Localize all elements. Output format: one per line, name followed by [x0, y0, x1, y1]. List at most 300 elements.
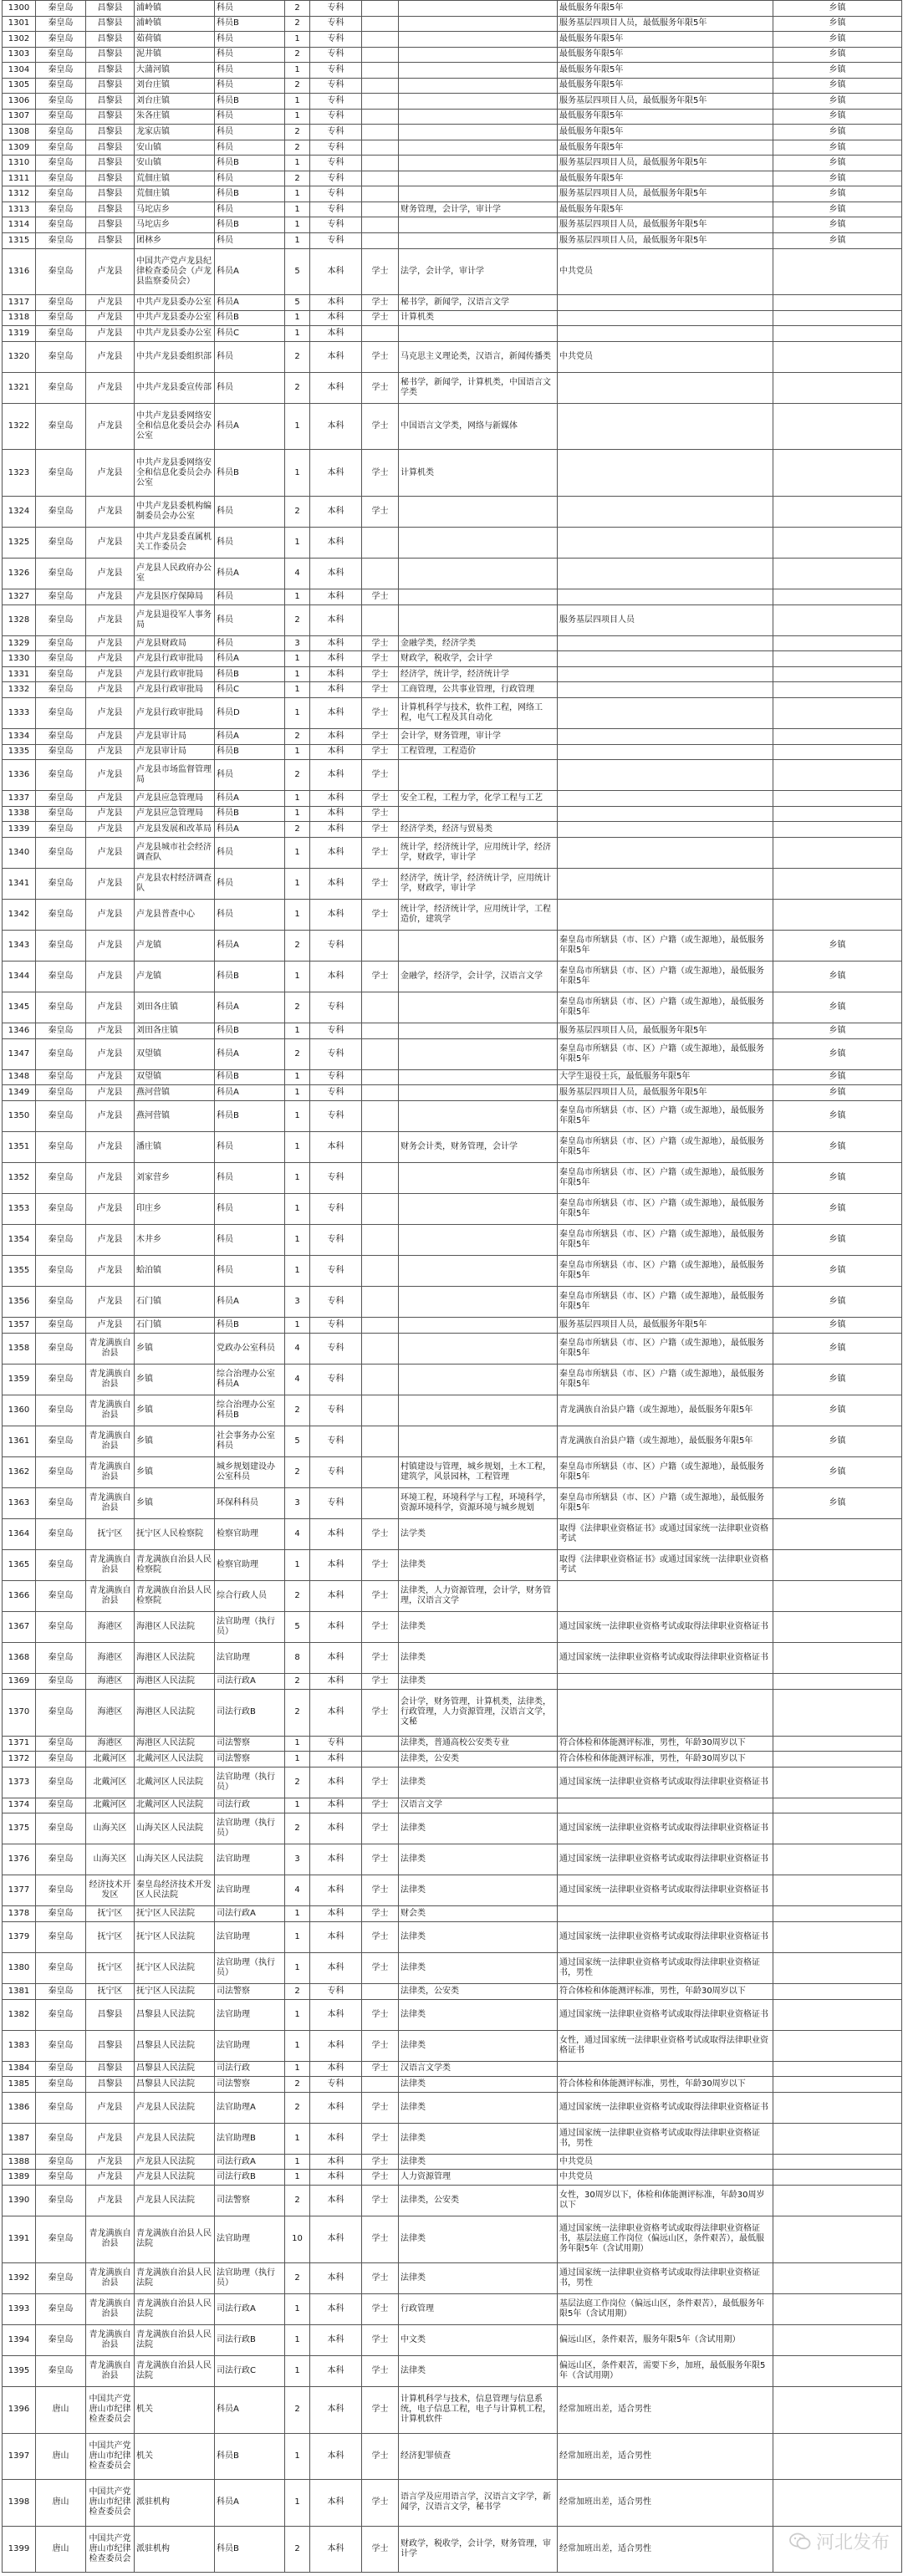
cell-row-number: 1389 — [3, 2170, 36, 2186]
cell-county: 青龙满族自治县 — [86, 2216, 135, 2263]
cell-row-number: 1339 — [3, 822, 36, 838]
cell-headcount: 2 — [285, 1456, 310, 1487]
cell-row-number: 1309 — [3, 140, 36, 156]
cell-headcount: 1 — [285, 1318, 310, 1334]
table-row — [3, 729, 902, 745]
cell-requirements: 中共党员 — [558, 248, 773, 295]
cell-city: 秦皇岛 — [36, 1131, 86, 1162]
cell-major: 人力资源管理 — [399, 2170, 558, 2186]
cell-department: 石门镇 — [135, 1318, 215, 1334]
cell-position: 科员 — [215, 604, 285, 635]
cell-notes — [773, 1752, 902, 1767]
cell-degree — [362, 1193, 399, 1224]
cell-row-number: 1396 — [3, 2386, 36, 2433]
cell-education: 专科 — [310, 1287, 362, 1318]
cell-row-number: 1372 — [3, 1752, 36, 1767]
cell-city: 唐山 — [36, 2526, 86, 2573]
cell-county: 昌黎县 — [86, 140, 135, 156]
cell-county: 卢龙县 — [86, 341, 135, 372]
cell-notes: 乡镇 — [773, 32, 902, 48]
cell-row-number: 1394 — [3, 2324, 36, 2355]
cell-row-number: 1305 — [3, 78, 36, 94]
cell-city: 秦皇岛 — [36, 1193, 86, 1224]
cell-city: 秦皇岛 — [36, 992, 86, 1023]
cell-notes — [773, 2355, 902, 2386]
cell-position: 法官助理 — [215, 1999, 285, 2030]
cell-row-number: 1333 — [3, 697, 36, 728]
cell-notes — [773, 760, 902, 791]
table-row — [3, 2355, 902, 2386]
cell-degree: 学士 — [362, 697, 399, 728]
cell-position: 科员 — [215, 589, 285, 605]
cell-headcount: 4 — [285, 559, 310, 589]
cell-department: 燕河营镇 — [135, 1085, 215, 1101]
cell-headcount: 1 — [285, 589, 310, 605]
cell-education: 本科 — [310, 899, 362, 930]
cell-degree: 学士 — [362, 1767, 399, 1798]
cell-row-number: 1398 — [3, 2480, 36, 2527]
cell-county: 抚宁区 — [86, 1906, 135, 1922]
cell-notes — [773, 2480, 902, 2527]
cell-position: 科员B — [215, 2526, 285, 2573]
cell-department: 北戴河区人民法院 — [135, 1752, 215, 1767]
cell-education: 专科 — [310, 171, 362, 186]
cell-department: 荒佃庄镇 — [135, 171, 215, 186]
cell-position: 司法行政 — [215, 2061, 285, 2077]
cell-education: 专科 — [310, 1364, 362, 1395]
cell-headcount: 1 — [285, 232, 310, 248]
cell-education: 本科 — [310, 528, 362, 559]
cell-education: 本科 — [310, 2262, 362, 2293]
cell-requirements: 通过国家统一法律职业资格考试或取得法律职业资格证书，男性 — [558, 1953, 773, 1984]
cell-department: 卢龙县应急管理局 — [135, 806, 215, 822]
cell-city: 秦皇岛 — [36, 589, 86, 605]
cell-education: 专科 — [310, 930, 362, 961]
cell-department: 安山镇 — [135, 156, 215, 171]
cell-position: 科员A — [215, 1038, 285, 1069]
cell-notes — [773, 2092, 902, 2123]
cell-city: 秦皇岛 — [36, 341, 86, 372]
cell-position: 科员B — [215, 1023, 285, 1039]
cell-education: 本科 — [310, 604, 362, 635]
cell-requirements — [558, 1581, 773, 1612]
cell-requirements: 秦皇岛市所辖县（市、区）户籍（或生源地），最低服务年限5年 — [558, 1364, 773, 1395]
cell-county: 卢龙县 — [86, 589, 135, 605]
cell-city: 秦皇岛 — [36, 1844, 86, 1875]
cell-city: 秦皇岛 — [36, 961, 86, 992]
cell-county: 卢龙县 — [86, 930, 135, 961]
cell-county: 卢龙县 — [86, 666, 135, 682]
cell-degree — [362, 1225, 399, 1256]
cell-position: 科员 — [215, 868, 285, 899]
cell-department: 刘家营乡 — [135, 1162, 215, 1193]
cell-position: 科员 — [215, 125, 285, 140]
cell-headcount: 1 — [285, 791, 310, 807]
table-row — [3, 156, 902, 171]
cell-major: 安全工程，工程力学，化学工程与工艺 — [399, 791, 558, 807]
cell-row-number: 1346 — [3, 1023, 36, 1039]
cell-requirements — [558, 589, 773, 605]
cell-notes: 乡镇 — [773, 201, 902, 217]
cell-city: 秦皇岛 — [36, 1813, 86, 1844]
cell-headcount: 1 — [285, 32, 310, 48]
cell-city: 秦皇岛 — [36, 1581, 86, 1612]
cell-major — [399, 1225, 558, 1256]
table-row — [3, 2262, 902, 2293]
cell-notes — [773, 2030, 902, 2061]
cell-department: 卢龙县人民法院 — [135, 2123, 215, 2154]
cell-notes: 乡镇 — [773, 156, 902, 171]
cell-notes: 乡镇 — [773, 992, 902, 1023]
cell-county: 卢龙县 — [86, 403, 135, 450]
cell-department: 海港区人民法院 — [135, 1689, 215, 1736]
cell-headcount: 1 — [285, 1069, 310, 1085]
cell-education: 本科 — [310, 2185, 362, 2216]
cell-position: 科员B — [215, 961, 285, 992]
cell-major: 法律类 — [399, 1813, 558, 1844]
cell-city: 秦皇岛 — [36, 232, 86, 248]
cell-row-number: 1360 — [3, 1395, 36, 1426]
cell-major: 中国语言文学类，网络与新媒体 — [399, 403, 558, 450]
cell-requirements — [558, 1798, 773, 1813]
cell-headcount: 5 — [285, 295, 310, 311]
cell-county: 山海关区 — [86, 1813, 135, 1844]
cell-major — [399, 497, 558, 528]
cell-major — [399, 589, 558, 605]
cell-headcount: 2 — [285, 1, 310, 17]
table-row — [3, 822, 902, 838]
cell-city: 秦皇岛 — [36, 248, 86, 295]
cell-department: 木井乡 — [135, 1225, 215, 1256]
cell-major: 法律类 — [399, 1643, 558, 1674]
table-row — [3, 341, 902, 372]
table-row — [3, 1921, 902, 1952]
cell-major: 法律类 — [399, 1612, 558, 1643]
cell-city: 秦皇岛 — [36, 1085, 86, 1101]
cell-county: 青龙满族自治县 — [86, 1488, 135, 1519]
cell-row-number: 1397 — [3, 2433, 36, 2480]
cell-department: 派驻机构 — [135, 2526, 215, 2573]
cell-education: 本科 — [310, 744, 362, 760]
table-row — [3, 2324, 902, 2355]
cell-headcount: 2 — [285, 1767, 310, 1798]
cell-requirements — [558, 497, 773, 528]
cell-headcount: 1 — [285, 201, 310, 217]
table-row — [3, 1612, 902, 1643]
cell-position: 科员B — [215, 186, 285, 202]
cell-city: 秦皇岛 — [36, 899, 86, 930]
cell-city: 秦皇岛 — [36, 372, 86, 403]
cell-notes — [773, 1906, 902, 1922]
cell-requirements: 服务基层四项目人员，最低服务年限5年 — [558, 94, 773, 110]
cell-position: 科员C — [215, 682, 285, 698]
cell-degree: 学士 — [362, 497, 399, 528]
cell-major: 环境工程，环境科学与工程，环境科学，资源环境科学，资源环境与城乡规划 — [399, 1488, 558, 1519]
cell-major: 财务管理，会计学，审计学 — [399, 201, 558, 217]
table-row — [3, 1085, 902, 1101]
cell-department: 中共卢龙县委宣传部 — [135, 372, 215, 403]
cell-degree: 学士 — [362, 372, 399, 403]
cell-requirements: 通过国家统一法律职业资格考试或取得法律职业资格证书 — [558, 1767, 773, 1798]
cell-department: 马坨店乡 — [135, 201, 215, 217]
cell-headcount: 1 — [285, 1162, 310, 1193]
cell-department: 乡镇 — [135, 1333, 215, 1364]
cell-requirements: 秦皇岛市所辖县（市、区）户籍（或生源地），最低服务年限5年 — [558, 1287, 773, 1318]
cell-education: 本科 — [310, 310, 362, 326]
cell-position: 科员D — [215, 697, 285, 728]
table-row — [3, 217, 902, 233]
cell-major: 法律类，公安类 — [399, 1752, 558, 1767]
cell-position: 综合行政人员 — [215, 1581, 285, 1612]
cell-education: 专科 — [310, 1069, 362, 1085]
cell-requirements: 青龙满族自治县户籍（或生源地），最低服务年限5年 — [558, 1395, 773, 1426]
cell-row-number: 1341 — [3, 868, 36, 899]
cell-city: 秦皇岛 — [36, 1906, 86, 1922]
cell-county: 昌黎县 — [86, 171, 135, 186]
cell-headcount: 1 — [285, 450, 310, 497]
cell-degree: 学士 — [362, 635, 399, 651]
cell-city: 秦皇岛 — [36, 156, 86, 171]
cell-requirements: 通过国家统一法律职业资格考试或取得法律职业资格证书，男性 — [558, 2262, 773, 2293]
cell-degree: 学士 — [362, 868, 399, 899]
cell-requirements: 偏远山区，条件艰苦，服务年限5年（含试用期） — [558, 2324, 773, 2355]
cell-county: 卢龙县 — [86, 1256, 135, 1287]
cell-degree: 学士 — [362, 2480, 399, 2527]
cell-requirements: 最低服务年限5年 — [558, 171, 773, 186]
cell-major: 财务会计类，财务管理，会计学 — [399, 1131, 558, 1162]
cell-requirements: 基层法庭工作岗位（偏远山区，条件艰苦），最低服务年限5年（含试用期） — [558, 2293, 773, 2324]
cell-row-number: 1340 — [3, 837, 36, 868]
cell-department: 青龙满族自治县人民法院 — [135, 2355, 215, 2386]
cell-education: 本科 — [310, 2293, 362, 2324]
cell-degree — [362, 930, 399, 961]
cell-education: 本科 — [310, 1813, 362, 1844]
cell-county: 卢龙县 — [86, 1085, 135, 1101]
cell-position: 科员 — [215, 1193, 285, 1224]
cell-notes — [773, 450, 902, 497]
cell-department: 卢龙县发展和改革局 — [135, 822, 215, 838]
cell-position: 环保科科员 — [215, 1488, 285, 1519]
cell-row-number: 1376 — [3, 1844, 36, 1875]
table-row — [3, 16, 902, 32]
cell-education: 本科 — [310, 666, 362, 682]
cell-requirements: 最低服务年限5年 — [558, 125, 773, 140]
cell-row-number: 1373 — [3, 1767, 36, 1798]
cell-city: 秦皇岛 — [36, 1, 86, 17]
cell-row-number: 1303 — [3, 47, 36, 63]
cell-requirements: 秦皇岛市所辖县（市、区）户籍（或生源地），最低服务年限5年 — [558, 1038, 773, 1069]
cell-education: 本科 — [310, 248, 362, 295]
cell-degree: 学士 — [362, 1550, 399, 1581]
cell-position: 法官助理（执行员） — [215, 1612, 285, 1643]
cell-headcount: 1 — [285, 156, 310, 171]
cell-education: 本科 — [310, 2324, 362, 2355]
cell-county: 青龙满族自治县 — [86, 1581, 135, 1612]
cell-major — [399, 156, 558, 171]
cell-notes — [773, 2154, 902, 2170]
cell-education: 本科 — [310, 1674, 362, 1690]
cell-headcount: 1 — [285, 651, 310, 667]
table-row — [3, 1519, 902, 1550]
cell-degree: 学士 — [362, 1519, 399, 1550]
cell-degree: 学士 — [362, 837, 399, 868]
cell-county: 卢龙县 — [86, 651, 135, 667]
cell-notes — [773, 559, 902, 589]
cell-city: 秦皇岛 — [36, 1287, 86, 1318]
cell-degree — [362, 171, 399, 186]
cell-notes — [773, 604, 902, 635]
cell-notes — [773, 1875, 902, 1906]
cell-major — [399, 186, 558, 202]
cell-requirements: 服务基层四项目人员，最低服务年限5年 — [558, 1023, 773, 1039]
cell-city: 秦皇岛 — [36, 1999, 86, 2030]
table-row — [3, 1798, 902, 1813]
cell-degree: 学士 — [362, 760, 399, 791]
cell-department: 浦岭镇 — [135, 16, 215, 32]
cell-row-number: 1371 — [3, 1736, 36, 1752]
cell-headcount: 2 — [285, 47, 310, 63]
cell-headcount: 1 — [285, 697, 310, 728]
cell-row-number: 1300 — [3, 1, 36, 17]
cell-requirements — [558, 899, 773, 930]
cell-position: 科员 — [215, 1256, 285, 1287]
cell-position: 科员B — [215, 666, 285, 682]
cell-county: 卢龙县 — [86, 868, 135, 899]
cell-notes — [773, 1550, 902, 1581]
cell-education: 本科 — [310, 1798, 362, 1813]
cell-notes — [773, 2061, 902, 2077]
cell-requirements: 服务基层四项目人员，最低服务年限5年 — [558, 1085, 773, 1101]
cell-county: 海港区 — [86, 1674, 135, 1690]
cell-major: 法律类 — [399, 1953, 558, 1984]
cell-position: 法官助理 — [215, 2216, 285, 2263]
cell-headcount: 1 — [285, 1193, 310, 1224]
cell-requirements: 青龙满族自治县户籍（或生源地），最低服务年限5年 — [558, 1426, 773, 1456]
table-row — [3, 2077, 902, 2093]
cell-row-number: 1363 — [3, 1488, 36, 1519]
cell-county: 卢龙县 — [86, 635, 135, 651]
cell-degree: 学士 — [362, 806, 399, 822]
cell-headcount: 1 — [285, 1752, 310, 1767]
table-row — [3, 559, 902, 589]
table-row — [3, 2480, 902, 2527]
table-row — [3, 326, 902, 342]
cell-department: 卢龙县人民法院 — [135, 2154, 215, 2170]
cell-requirements: 通过国家统一法律职业资格考试或取得法律职业资格证书 — [558, 1844, 773, 1875]
cell-department: 中共卢龙县委组织部 — [135, 341, 215, 372]
cell-department: 潘庄镇 — [135, 1131, 215, 1162]
table-row — [3, 1426, 902, 1456]
table-row — [3, 1674, 902, 1690]
cell-requirements — [558, 697, 773, 728]
cell-notes — [773, 295, 902, 311]
cell-row-number: 1395 — [3, 2355, 36, 2386]
cell-education: 专科 — [310, 156, 362, 171]
cell-notes — [773, 2123, 902, 2154]
cell-row-number: 1392 — [3, 2262, 36, 2293]
cell-position: 科员B — [215, 1100, 285, 1131]
cell-major — [399, 1333, 558, 1364]
cell-headcount: 1 — [285, 528, 310, 559]
cell-position: 科员B — [215, 744, 285, 760]
cell-major — [399, 760, 558, 791]
cell-education: 本科 — [310, 635, 362, 651]
cell-row-number: 1345 — [3, 992, 36, 1023]
cell-position: 司法行政A — [215, 1906, 285, 1922]
cell-notes — [773, 822, 902, 838]
cell-major: 中文类 — [399, 2324, 558, 2355]
watermark — [789, 2528, 890, 2554]
cell-headcount: 1 — [285, 2030, 310, 2061]
cell-row-number: 1319 — [3, 326, 36, 342]
cell-degree: 学士 — [362, 666, 399, 682]
cell-position: 科员 — [215, 1, 285, 17]
cell-education: 专科 — [310, 1984, 362, 2000]
cell-position: 科员B — [215, 94, 285, 110]
cell-degree: 学士 — [362, 1689, 399, 1736]
cell-row-number: 1380 — [3, 1953, 36, 1984]
cell-education: 本科 — [310, 1581, 362, 1612]
cell-county: 卢龙县 — [86, 528, 135, 559]
table-row — [3, 791, 902, 807]
cell-major — [399, 1085, 558, 1101]
cell-major: 语言学及应用语言学，汉语言文字学，新闻学，汉语言文学，秘书学 — [399, 2480, 558, 2527]
cell-degree — [362, 1318, 399, 1334]
cell-headcount: 2 — [285, 2262, 310, 2293]
cell-major — [399, 1287, 558, 1318]
cell-county: 卢龙县 — [86, 1038, 135, 1069]
cell-major: 法学类 — [399, 1519, 558, 1550]
cell-position: 科员 — [215, 201, 285, 217]
cell-major: 法律类 — [399, 2092, 558, 2123]
cell-row-number: 1355 — [3, 1256, 36, 1287]
cell-education: 专科 — [310, 1193, 362, 1224]
cell-city: 秦皇岛 — [36, 1798, 86, 1813]
cell-degree — [362, 1162, 399, 1193]
cell-requirements — [558, 528, 773, 559]
cell-major: 法律类 — [399, 1999, 558, 2030]
cell-headcount: 4 — [285, 1333, 310, 1364]
cell-notes: 乡镇 — [773, 930, 902, 961]
cell-city: 秦皇岛 — [36, 63, 86, 79]
cell-position: 科员 — [215, 1131, 285, 1162]
cell-county: 中国共产党唐山市纪律检查委员会 — [86, 2480, 135, 2527]
cell-row-number: 1399 — [3, 2526, 36, 2573]
cell-notes: 乡镇 — [773, 1023, 902, 1039]
cell-position: 科员 — [215, 497, 285, 528]
cell-requirements: 秦皇岛市所辖县（市、区）户籍（或生源地），最低服务年限5年 — [558, 961, 773, 992]
cell-position: 科员 — [215, 372, 285, 403]
cell-major — [399, 63, 558, 79]
cell-degree: 学士 — [362, 1612, 399, 1643]
cell-degree: 学士 — [362, 2061, 399, 2077]
cell-degree: 学士 — [362, 403, 399, 450]
cell-requirements: 秦皇岛市所辖县（市、区）户籍（或生源地），最低服务年限5年 — [558, 930, 773, 961]
cell-city: 秦皇岛 — [36, 1456, 86, 1487]
cell-requirements: 通过国家统一法律职业资格考试或取得法律职业资格证书，男性 — [558, 2123, 773, 2154]
cell-department: 卢龙县退役军人事务局 — [135, 604, 215, 635]
recruitment-table — [2, 0, 902, 2573]
cell-notes — [773, 1581, 902, 1612]
cell-education: 专科 — [310, 1256, 362, 1287]
cell-education: 本科 — [310, 341, 362, 372]
cell-headcount: 1 — [285, 1225, 310, 1256]
cell-county: 昌黎县 — [86, 232, 135, 248]
cell-requirements: 偏远山区，条件艰苦，需要下乡，加班，最低服务年限5年（含试用期） — [558, 2355, 773, 2386]
cell-city: 秦皇岛 — [36, 1736, 86, 1752]
cell-requirements: 通过国家统一法律职业资格考试或取得法律职业资格证书 — [558, 1999, 773, 2030]
cell-department: 卢龙县人民政府办公室 — [135, 559, 215, 589]
